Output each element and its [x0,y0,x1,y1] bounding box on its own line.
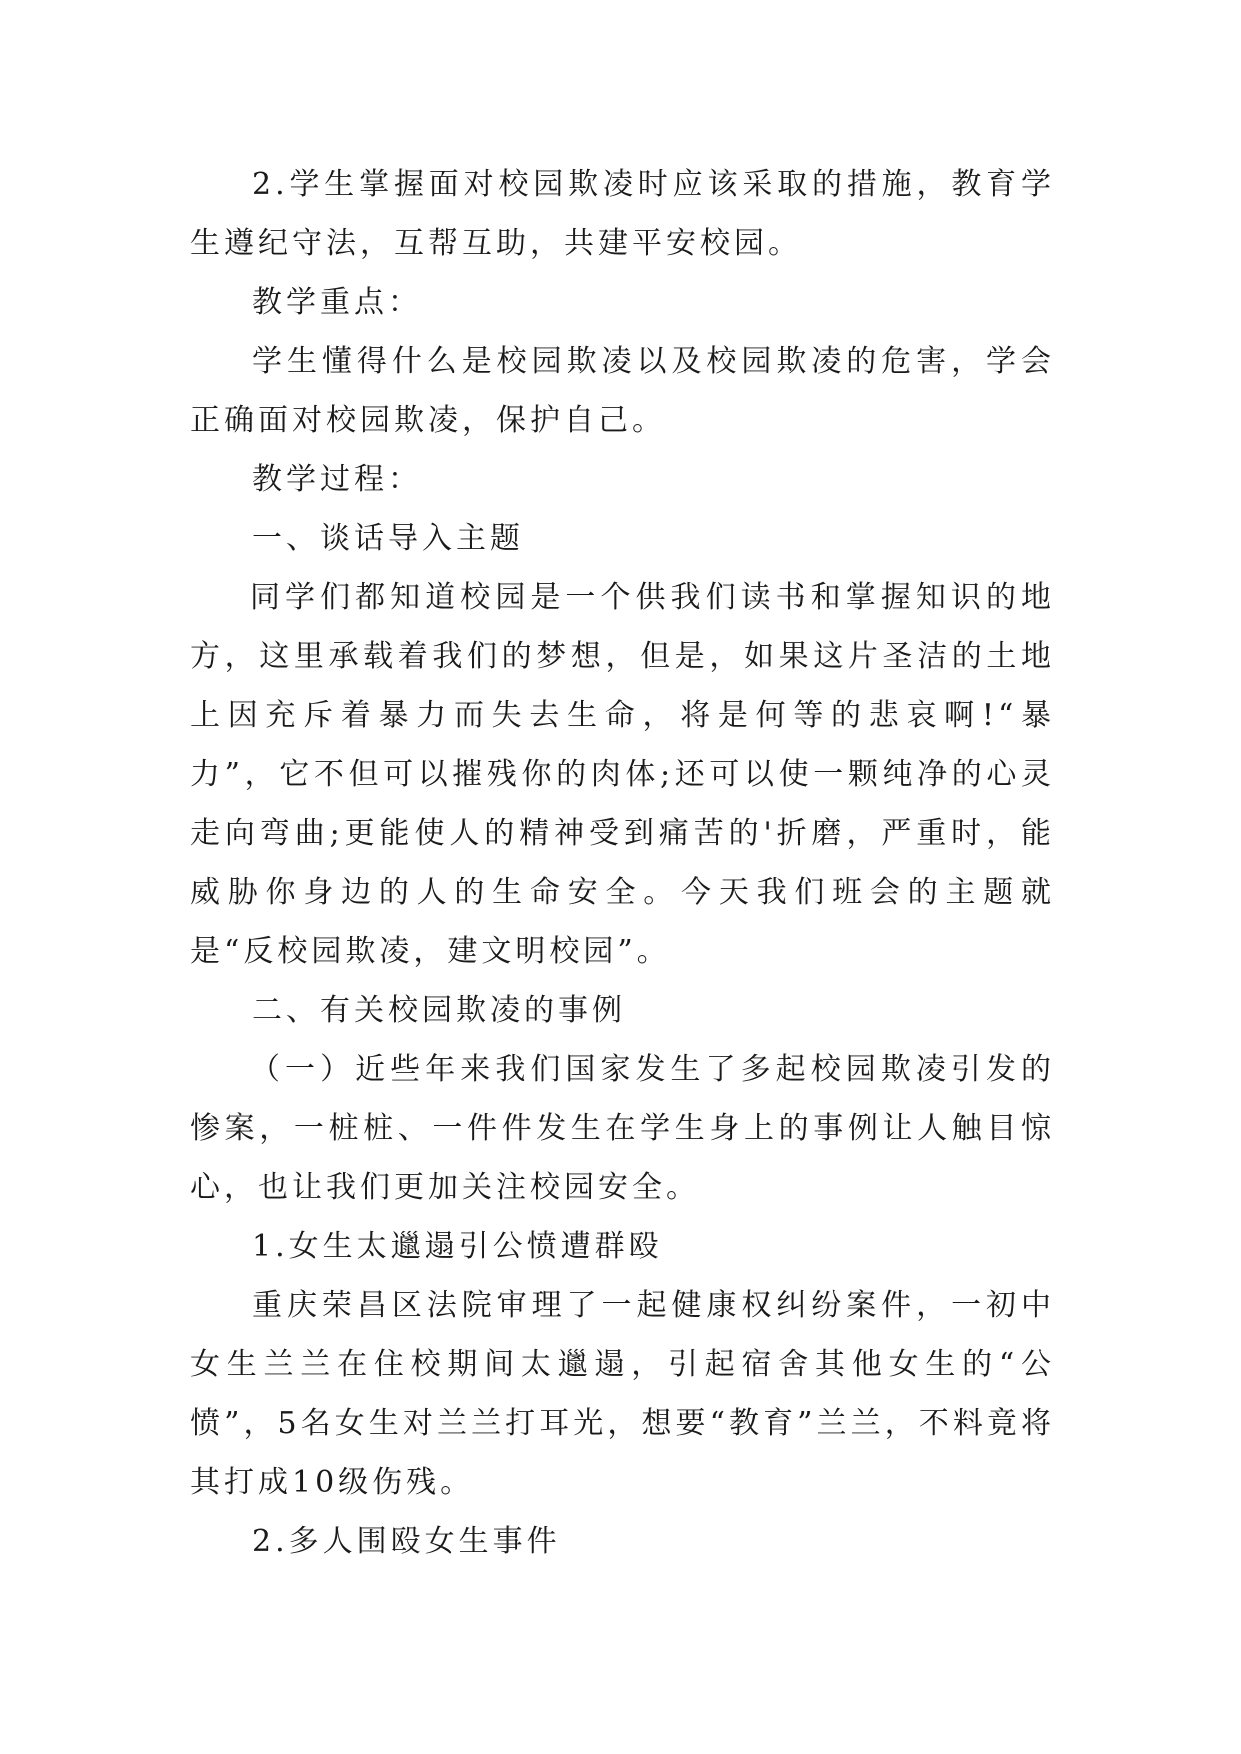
heading-section-1: 一、谈话导入主题 [252,521,524,556]
heading-case-1: 1.女生太邋遢引公愤遭群殴 [252,1229,663,1264]
paragraph-objective-2: 2.学生掌握面对校园欺凌时应该采取的措施，教育学生遵纪守法，互帮互助，共建平安校园。 [190,167,1055,261]
heading-teaching-process: 教学过程： [252,462,422,497]
heading-section-2: 二、有关校园欺凌的事例 [252,993,626,1028]
paragraph-case-1: 重庆荣昌区法院审理了一起健康权纠纷案件，一初中女生兰兰在住校期间太邋遢，引起宿舍其他女生的“公愤”，5名女生对兰兰打耳光，想要“教育”兰兰，不料竟将其打成10级伤残。 [190,1288,1055,1500]
paragraph-introduction: 同学们都知道校园是一个供我们读书和掌握知识的地方，这里承载着我们的梦想，但是，如果这片圣洁的土地上因充斥着暴力而失去生命，将是何等的悲哀啊!“暴力”，它不但可以摧残你的肉体;还可以使一颗纯净的心灵走向弯曲;更能使人的精神受到痛苦的'折磨，严重时，能威胁你身边的人的生命安全。今天我们班会的主题就是“反校园欺凌，建文明校园”。 [190,580,1055,969]
document-body [190,155,1055,1571]
heading-case-2: 2.多人围殴女生事件 [252,1524,561,1559]
paragraph-teaching-focus: 学生懂得什么是校园欺凌以及校园欺凌的危害，学会正确面对校园欺凌，保护自己。 [190,344,1055,438]
paragraph-cases-intro: （一）近些年来我们国家发生了多起校园欺凌引发的惨案，一桩桩、一件件发生在学生身上的事例让人触目惊心，也让我们更加关注校园安全。 [190,1052,1055,1205]
heading-teaching-focus: 教学重点： [252,285,422,320]
